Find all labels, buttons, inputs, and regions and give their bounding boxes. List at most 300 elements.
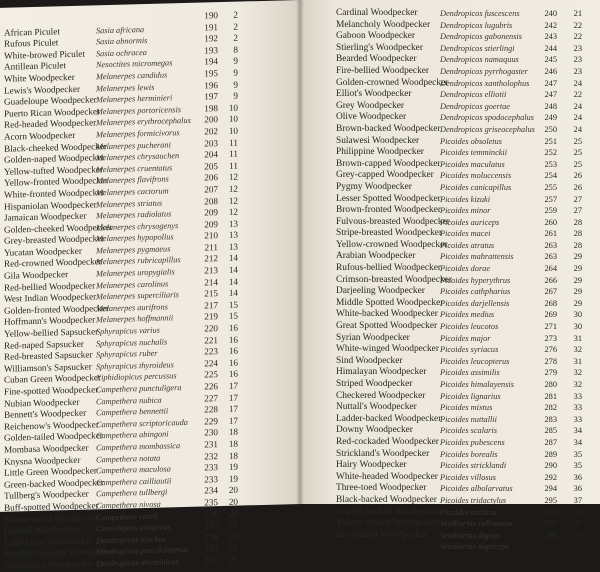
species-plate-number: 26 [573, 171, 582, 181]
species-plate-number: 18 [228, 426, 238, 438]
species-scientific-name: Picoides hyperythrus [440, 275, 511, 285]
species-common-name: Scarlet-backed Woodpecker [336, 506, 442, 517]
index-row [300, 43, 600, 55]
species-common-name: White-winged Woodpecker [336, 344, 439, 355]
index-row [300, 54, 600, 66]
species-page-number: 197 [204, 91, 218, 102]
species-scientific-name: Picoides nuttallii [440, 414, 497, 424]
species-plate-number: 18 [228, 438, 238, 449]
species-plate-number: 23 [573, 43, 582, 53]
species-scientific-name: Melanerpes erythrocephalus [96, 116, 191, 128]
species-scientific-name: Picoides albolarvatus [440, 484, 513, 494]
index-row [300, 321, 600, 333]
index-row [300, 414, 600, 426]
index-row [300, 367, 600, 379]
species-page-number: 294 [544, 484, 557, 494]
species-common-name: Hoffmann's Woodpecker [4, 314, 96, 328]
species-common-name: Rufous-bellied Woodpecker [336, 263, 442, 274]
species-scientific-name: Picoides kizuki [440, 194, 490, 204]
species-scientific-name: Picoides mahrattensis [440, 252, 514, 262]
species-page-number: 242 [544, 20, 557, 30]
index-row [300, 518, 600, 530]
species-common-name: Hispaniolan Woodpecker [4, 198, 97, 212]
species-scientific-name: Dendropicos stierlingi [440, 43, 515, 53]
species-plate-number: 12 [228, 171, 238, 183]
species-plate-number: 34 [573, 437, 582, 447]
species-common-name: Yellow-vented Woodpecker [336, 518, 441, 529]
species-scientific-name: Picoides canicapillus [440, 182, 512, 192]
species-page-number: 287 [544, 437, 557, 447]
species-page-number: 209 [204, 218, 218, 230]
species-page-number: 194 [204, 56, 218, 67]
species-scientific-name: Sphyrapicus thyroideus [96, 360, 174, 372]
species-page-number: 217 [204, 299, 218, 311]
species-scientific-name: Melanerpes rubricapillus [96, 255, 181, 267]
species-common-name: Knysna Woodpecker [4, 454, 81, 467]
right-index-list [300, 8, 600, 553]
species-plate-number: 36 [573, 472, 582, 482]
species-plate-number: 22 [573, 32, 582, 42]
index-row [300, 228, 600, 240]
species-scientific-name: Dendropicos goertae [440, 101, 510, 111]
species-page-number: 292 [544, 472, 557, 482]
species-scientific-name: Dendropicos spodocephalus [440, 113, 534, 123]
species-common-name: Cardinal Woodpecker [336, 8, 418, 18]
species-page-number: 269 [544, 310, 557, 320]
species-scientific-name: Picoides temminckii [440, 148, 508, 158]
species-plate-number: 33 [573, 391, 582, 401]
index-row [300, 78, 600, 90]
species-page-number: 289 [544, 449, 557, 459]
index-row [300, 205, 600, 217]
species-scientific-name: Picoides leucotos [440, 322, 499, 332]
species-scientific-name: Campethera mombassica [96, 441, 181, 453]
species-common-name: Gaboon Woodpecker [336, 31, 415, 42]
species-plate-number: 10 [228, 102, 238, 113]
species-page-number: 282 [544, 403, 557, 413]
species-common-name: Three-toed Woodpecker [336, 483, 427, 494]
species-scientific-name: Dendropicos fuscescens [440, 9, 520, 18]
species-page-number: 263 [544, 252, 557, 262]
species-plate-number: 24 [573, 124, 582, 134]
species-page-number: 191 [204, 21, 218, 33]
index-row [300, 356, 600, 368]
species-scientific-name: Campethera scriptoricauda [96, 417, 188, 430]
species-common-name: Yellow-bellied Sapsucker [4, 326, 99, 339]
species-scientific-name: Dendropicos gabonensis [440, 32, 522, 42]
species-page-number: 267 [544, 287, 557, 297]
species-page-number: 233 [204, 473, 218, 485]
species-plate-number: 27 [573, 194, 582, 204]
species-common-name: Reichenow's Woodpecker [4, 419, 99, 432]
index-row [300, 89, 600, 101]
species-scientific-name: Dendropicos namaquus [440, 55, 519, 65]
species-page-number: 223 [204, 346, 218, 357]
species-common-name: Tullberg's Woodpecker [4, 488, 89, 502]
species-scientific-name: Melanerpes chrysauchen [96, 151, 180, 163]
species-scientific-name: Picoides assimilis [440, 368, 500, 378]
species-common-name: Black-cheeked Woodpecker [4, 140, 107, 154]
species-scientific-name: Picoides leucopterus [440, 356, 510, 366]
species-plate-number: 33 [573, 414, 582, 424]
species-scientific-name: Campethera punctuligera [96, 383, 182, 395]
species-page-number: 196 [204, 79, 218, 91]
species-page-number: 295 [544, 495, 557, 505]
species-page-number: 210 [204, 230, 218, 241]
species-scientific-name: Veniliornis nigriceps [440, 542, 509, 552]
species-plate-number: 13 [228, 241, 238, 252]
species-common-name: Striped Woodpecker [336, 379, 413, 389]
species-plate-number: 24 [573, 78, 582, 88]
index-row [300, 194, 600, 206]
species-common-name: Sind Woodpecker [336, 355, 403, 366]
species-scientific-name: Melanerpes carolinus [96, 279, 169, 290]
species-scientific-name: Campethera bennettii [96, 406, 169, 418]
species-page-number: 204 [204, 149, 218, 160]
species-scientific-name: Melanerpes herminieri [96, 93, 173, 105]
species-common-name: White-fronted Woodpecker [4, 187, 105, 200]
species-page-number: 220 [204, 323, 218, 334]
species-common-name: Philippine Woodpecker [336, 147, 424, 158]
species-common-name: Lesser Spotted Woodpecker [336, 193, 441, 204]
species-common-name: Bearded Woodpecker [336, 54, 417, 65]
species-page-number: 237 [204, 520, 218, 531]
species-common-name: African Piculet [4, 25, 60, 38]
species-common-name: Downy Woodpecker [336, 425, 413, 436]
species-common-name: White-backed Woodpecker [336, 309, 438, 320]
species-page-number: 252 [544, 148, 557, 158]
species-page-number: 190 [204, 10, 218, 21]
species-scientific-name: Picoides tridactylus [440, 495, 507, 505]
species-scientific-name: Picoides scalaris [440, 426, 497, 436]
species-plate-number: 34 [573, 426, 582, 436]
species-scientific-name: Picoides moluccensis [440, 171, 512, 181]
species-scientific-name: Campethera nubica [96, 395, 162, 406]
species-common-name: Grey-breasted Woodpecker [4, 233, 105, 247]
species-common-name: Golden-cheeked Woodpecker [4, 221, 113, 235]
species-scientific-name: Melanerpes formicivorus [96, 128, 180, 140]
index-row [300, 449, 600, 461]
species-plate-number: 21 [228, 542, 238, 554]
index-row [300, 147, 600, 159]
species-scientific-name: Picoides lignarius [440, 391, 501, 401]
species-page-number: 290 [544, 461, 557, 471]
species-page-number: 283 [544, 414, 557, 424]
species-plate-number: 8 [233, 44, 238, 55]
index-row [300, 309, 600, 321]
species-plate-number: 11 [229, 160, 238, 171]
species-scientific-name: Picoides villosus [440, 472, 496, 482]
species-plate-number: 28 [573, 217, 582, 227]
species-plate-number: 37 [573, 507, 582, 517]
species-page-number: 266 [544, 275, 557, 285]
species-plate-number: 2 [233, 9, 238, 20]
species-scientific-name: Melanerpes chrysogenys [96, 220, 179, 233]
species-scientific-name: Sphyrapicus ruber [96, 348, 158, 360]
species-plate-number: 14 [228, 264, 238, 275]
species-page-number: 245 [544, 55, 557, 65]
species-common-name: Elliot's Woodpecker [336, 89, 412, 100]
species-plate-number: 14 [228, 276, 238, 287]
species-page-number: 296 [544, 507, 557, 517]
species-page-number: 219 [204, 311, 218, 322]
species-plate-number: 22 [573, 90, 582, 100]
species-page-number: 260 [544, 217, 557, 227]
species-plate-number: 16 [228, 322, 238, 333]
index-row [300, 437, 600, 449]
species-scientific-name: Veniliornis dignus [440, 530, 501, 540]
species-common-name: Cuban Green Woodpecker [4, 372, 102, 386]
species-plate-number: 17 [228, 392, 238, 403]
species-common-name: Buff-spotted Woodpecker [4, 500, 99, 513]
species-page-number: 249 [544, 113, 557, 123]
species-scientific-name: Dendropicos abyssinicus [96, 557, 179, 569]
species-plate-number: 20 [228, 484, 238, 496]
species-scientific-name: Dendropicos griseocephalus [440, 124, 535, 134]
species-plate-number: 16 [228, 345, 238, 357]
species-common-name: Yellow-fronted Woodpecker [4, 175, 109, 189]
species-scientific-name: Campethera cailliautii [96, 476, 172, 488]
index-row [300, 298, 600, 310]
species-page-number: 285 [544, 426, 557, 436]
index-row [300, 483, 600, 495]
species-page-number: 200 [204, 114, 218, 125]
species-common-name: Bar-bellied Woodpecker [336, 529, 428, 540]
species-scientific-name: Sasia africana [96, 24, 145, 35]
species-common-name: Lewis's Woodpecker [4, 83, 81, 96]
species-scientific-name: Picoides mixtus [440, 403, 493, 413]
species-common-name: Fire-bellied Woodpecker [336, 65, 430, 76]
species-scientific-name: Dendropicos elachus [96, 534, 166, 546]
species-common-name: Brown-eared Woodpecker [4, 511, 101, 525]
species-scientific-name: Picoides darjellensis [440, 298, 510, 308]
species-page-number: 297 [544, 519, 557, 529]
index-row [300, 333, 600, 345]
index-row [300, 251, 600, 263]
species-scientific-name: Picoides cathpharius [440, 287, 511, 297]
species-page-number: 279 [544, 368, 557, 378]
species-plate-number: 17 [228, 415, 238, 426]
species-plate-number: 11 [229, 137, 238, 148]
species-common-name: Fulvous-breasted Woodpecker [336, 216, 450, 227]
species-page-number: 250 [544, 124, 557, 134]
index-row [300, 472, 600, 484]
species-common-name: Checkered Woodpecker [336, 390, 426, 401]
species-plate-number: 9 [233, 55, 238, 67]
index-row [300, 101, 600, 113]
species-plate-number: 21 [573, 9, 582, 18]
right-page [300, 0, 600, 552]
species-page-number: 236 [204, 508, 218, 520]
species-scientific-name: Campethera abingoni [96, 429, 169, 441]
species-page-number: 211 [204, 242, 218, 253]
species-scientific-name: Xiphidiopicus percussus [96, 371, 177, 383]
species-page-number: 255 [544, 182, 557, 192]
species-common-name: Olive Woodpecker [336, 112, 407, 123]
book-gutter [296, 0, 304, 504]
species-common-name: Brown-capped Woodpecker [336, 158, 441, 169]
species-scientific-name: Picoides atratus [440, 240, 495, 250]
species-plate-number: 21 [228, 519, 238, 530]
index-row [300, 541, 600, 553]
species-scientific-name: Picoides syriacus [440, 345, 499, 355]
species-common-name: Himalayan Woodpecker [336, 367, 427, 378]
species-common-name: Arabian Woodpecker [336, 251, 416, 262]
species-common-name: Syrian Woodpecker [336, 332, 410, 343]
species-scientific-name: Melanerpes pygmaeus [96, 244, 171, 256]
species-common-name: Middle Spotted Woodpecker [336, 297, 444, 308]
species-scientific-name: Melanerpes portoricensis [96, 104, 182, 117]
species-plate-number: 25 [573, 136, 582, 146]
species-scientific-name: Melanerpes cactorum [96, 186, 169, 198]
species-scientific-name: Picoides himalayensis [440, 380, 514, 389]
index-row [300, 182, 600, 194]
species-common-name: Nubian Woodpecker [4, 396, 80, 409]
species-plate-number: 16 [228, 334, 238, 345]
species-page-number: 268 [544, 298, 557, 308]
species-page-number: 214 [204, 276, 218, 288]
species-common-name: Little Grey Woodpecker [4, 535, 93, 548]
species-common-name: Bennett's Woodpecker [4, 407, 87, 420]
species-common-name: Red-headed Woodpecker [4, 117, 97, 131]
species-plate-number: 9 [233, 79, 238, 90]
species-common-name: Nuttall's Woodpecker [336, 402, 417, 413]
species-common-name: Strickland's Woodpecker [336, 448, 430, 459]
species-scientific-name: Melanerpes cruentatus [96, 163, 173, 175]
species-common-name: Ground Woodpecker [4, 523, 81, 536]
species-page-number: 280 [544, 380, 557, 389]
species-common-name: Hairy Woodpecker [336, 460, 407, 471]
species-plate-number: 12 [228, 195, 238, 206]
species-plate-number: 37 [573, 495, 582, 505]
species-page-number: 221 [204, 334, 218, 346]
species-common-name: Grey Woodpecker [336, 100, 405, 111]
species-scientific-name: Campethera notata [96, 453, 161, 464]
species-common-name: Rufous Piculet [4, 37, 59, 49]
species-plate-number: 28 [573, 229, 582, 239]
species-scientific-name: Geocolaptes olivaceus [96, 522, 171, 534]
species-plate-number: 24 [573, 101, 582, 111]
species-page-number: 298 [544, 530, 557, 540]
species-page-number: 278 [544, 356, 557, 366]
species-common-name: Red-naped Sapsucker [4, 338, 84, 351]
species-scientific-name: Melanerpes flavifrons [96, 174, 169, 186]
species-plate-number: 37 [573, 530, 582, 540]
species-plate-number: 30 [573, 322, 582, 332]
species-plate-number: 29 [573, 298, 582, 308]
species-common-name: Red-breasted Sapsucker [4, 349, 93, 362]
species-plate-number: 29 [573, 275, 582, 285]
species-page-number: 257 [544, 194, 557, 204]
species-plate-number: 16 [228, 369, 238, 380]
species-scientific-name: Picoides major [440, 333, 491, 343]
species-page-number: 208 [204, 195, 218, 207]
species-page-number: 247 [544, 78, 557, 88]
species-page-number: 212 [204, 253, 218, 264]
species-scientific-name: Picoides obsoletus [440, 136, 502, 146]
species-scientific-name: Picoides borealis [440, 449, 498, 459]
species-plate-number: 25 [573, 159, 582, 169]
species-scientific-name: Melanerpes uropygialis [96, 267, 175, 279]
species-common-name: Golden-tailed Woodpecker [4, 430, 103, 444]
index-row [300, 286, 600, 298]
species-plate-number: 12 [228, 206, 238, 217]
species-scientific-name: Picoides pubescens [440, 437, 505, 447]
species-plate-number: 2 [233, 21, 238, 32]
species-page-number: 238 [204, 531, 218, 543]
species-page-number: 230 [204, 427, 218, 438]
index-row [300, 8, 600, 20]
species-common-name: Green-backed Woodpecker [4, 476, 104, 490]
index-row [300, 136, 600, 148]
species-plate-number: 35 [573, 449, 582, 459]
species-common-name: White-browed Piculet [4, 48, 85, 61]
species-plate-number: 23 [573, 55, 582, 65]
index-row [300, 507, 600, 519]
species-scientific-name: Dendropicos pyrrhogaster [440, 66, 528, 76]
index-row [300, 263, 600, 275]
species-scientific-name: Melanerpes pucherani [96, 139, 171, 151]
species-plate-number: 31 [573, 356, 582, 366]
species-common-name: Crimson-breasted Woodpecker [336, 274, 452, 285]
species-plate-number: 15 [228, 311, 238, 322]
species-plate-number: 15 [228, 299, 238, 310]
species-plate-number: 22 [573, 20, 582, 30]
species-scientific-name: Sasia abnormis [96, 36, 148, 47]
species-common-name: Mombasa Woodpecker [4, 442, 89, 455]
left-page [0, 0, 300, 571]
species-page-number: 229 [204, 415, 218, 427]
species-scientific-name: Sasia ochracea [96, 47, 147, 59]
species-common-name: Golden-crowned Woodpecker [336, 77, 449, 88]
species-page-number: 206 [204, 172, 218, 183]
species-page-number: 244 [544, 43, 557, 53]
species-page-number: 192 [204, 33, 218, 44]
species-page-number: 247 [544, 90, 557, 100]
species-page-number: 205 [204, 160, 218, 172]
species-plate-number: 10 [228, 113, 238, 125]
species-common-name: Yellow-crowned Woodpecker [336, 239, 448, 250]
species-scientific-name: Picoides dorae [440, 264, 491, 274]
species-common-name: Brown-backed Woodpecker [336, 123, 441, 134]
species-common-name: Acorn Woodpecker [4, 129, 76, 142]
species-page-number: 228 [204, 404, 218, 415]
species-plate-number: 33 [573, 403, 582, 413]
species-page-number: 235 [204, 497, 218, 508]
species-page-number: 224 [204, 357, 218, 369]
index-row [300, 170, 600, 182]
species-common-name: Ladder-backed Woodpecker [336, 413, 442, 424]
species-page-number: 227 [204, 392, 218, 404]
species-page-number: 251 [544, 136, 557, 146]
species-plate-number: 29 [573, 252, 582, 262]
species-page-number: 240 [204, 555, 218, 566]
species-common-name: Stierling's Woodpecker [336, 42, 423, 53]
species-common-name: Speckle-breasted Woodpecker [4, 546, 116, 560]
species-page-number: 213 [204, 265, 218, 276]
species-page-number: 239 [204, 543, 218, 554]
species-plate-number: 14 [228, 253, 238, 264]
species-common-name [4, 13, 92, 15]
species-scientific-name: Picoides macei [440, 229, 491, 239]
species-scientific-name: Campethera maculosa [96, 464, 171, 476]
species-common-name: Little Green Woodpecker [4, 465, 97, 478]
species-page-number: 248 [544, 101, 557, 111]
species-page-number: 231 [204, 439, 218, 450]
species-plate-number: 9 [233, 67, 238, 78]
species-plate-number: 10 [228, 125, 238, 136]
species-plate-number: 19 [228, 473, 238, 484]
